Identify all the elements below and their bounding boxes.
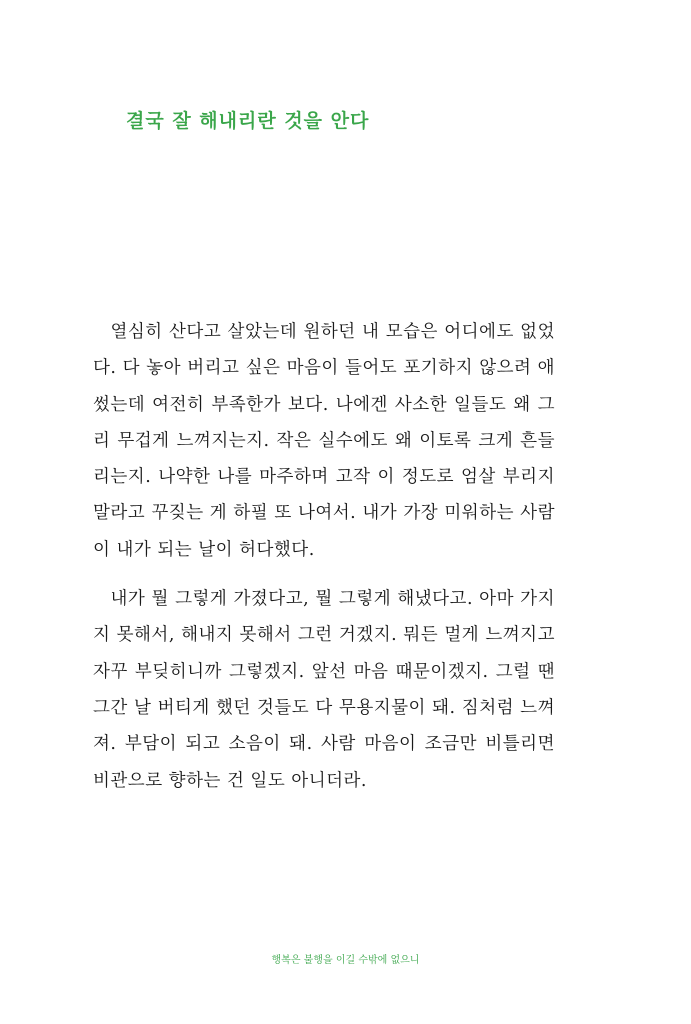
paragraph: 내가 뭘 그렇게 가졌다고, 뭘 그렇게 해냈다고. 아마 가지지 못해서, 해내지 못해서 그런 거겠지. 뭐든 멀게 느껴지고 자꾸 부딪히니까 그렇겠지. 앞선 마음 때문이겠지. 그럴 땐 그간 날 버티게 했던 것들도 다 무용지물이 돼. 짐처럼 느껴져. 부담이 되고 소음이 돼. 사람 마음이 조금만 비틀리면 비관으로 향하는 건 일도 아니더라. [93, 589, 555, 791]
chapter-title: 결국 잘 해내리란 것을 안다 [126, 110, 370, 132]
paragraph: 열심히 산다고 살았는데 원하던 내 모습은 어디에도 없었다. 다 놓아 버리고 싶은 마음이 들어도 포기하지 않으려 애썼는데 여전히 부족한가 보다. 나에겐 사소한 일들도 왜 그리 무겁게 느껴지는지. 작은 실수에도 왜 이토록 크게 흔들리는지. 나약한 나를 마주하며 고작 이 정도로 엄살 부리지 말라고 꾸짖는 게 하필 또 나여서. 내가 가장 미워하는 사람이 내가 되는 날이 허다했다. [93, 322, 555, 560]
body-text [93, 314, 555, 799]
running-footer-title: 행복은 불행을 이길 수밖에 없으니 [271, 955, 420, 966]
